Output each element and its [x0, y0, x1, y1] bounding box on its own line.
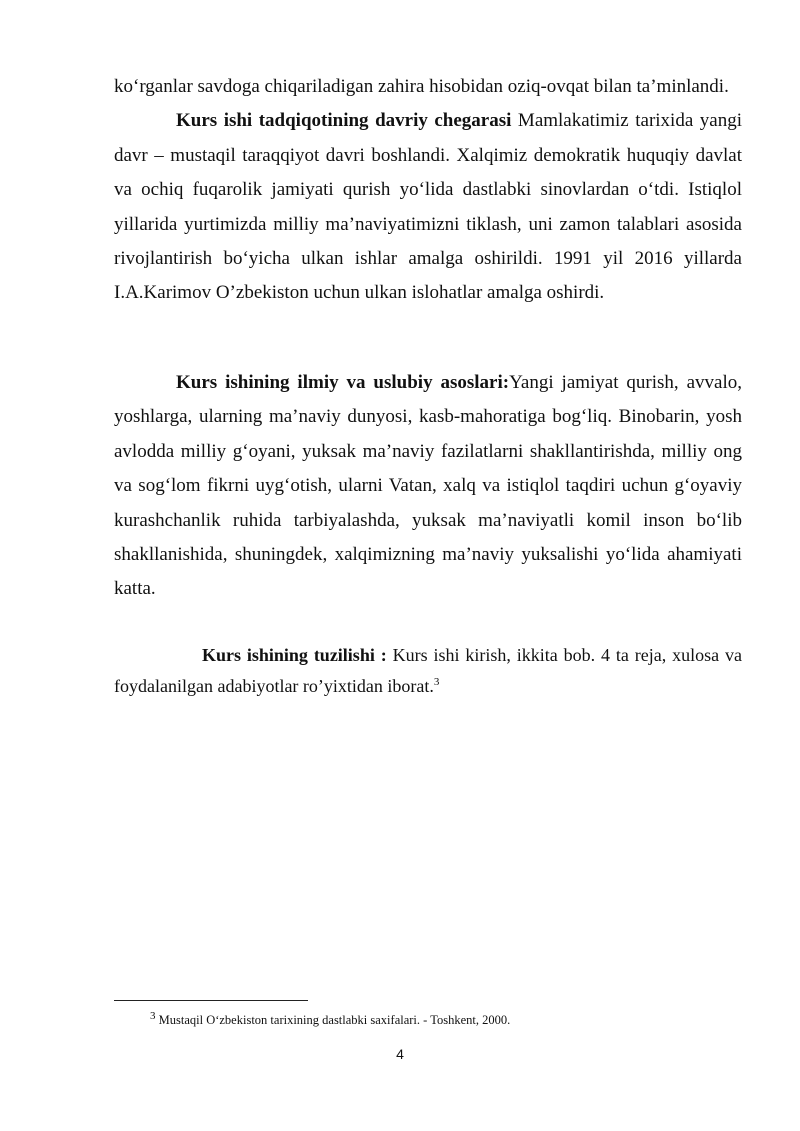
paragraph-period: [114, 104, 742, 310]
body-text-2: [114, 366, 742, 607]
footnote-text: Mustaqil O‘zbekiston tarixining dastlabki saxifalari. - Toshkent, 2000.: [155, 1013, 511, 1027]
page-number: 4: [396, 1046, 404, 1062]
paragraph-text: ko‘rganlar savdoga chiqariladigan zahira hisobidan oziq-ovqat bilan ta’minlandi.: [114, 76, 729, 97]
section-heading: Kurs ishining tuzilishi :: [202, 645, 387, 665]
paragraph-continuation: [114, 70, 742, 104]
footnote-reference[interactable]: 3: [433, 676, 440, 688]
paragraph-methodology: [114, 366, 742, 607]
footnote-marker: 3: [150, 1009, 156, 1022]
footnote-separator: [114, 1000, 308, 1001]
body-text: [114, 70, 742, 311]
footnote: [150, 1009, 511, 1028]
paragraph-text: Yangi jamiyat qurish, avvalo, yoshlarga, ularning ma’naviy dunyosi, kasb-mahoratiga bog‘liq. Binobarin, yosh avlodda milliy g‘oyani, yuksak ma’naviy fazilatlarni shakllantirishda, milliy ong va sog‘lom fikrni uyg‘otish, ularni Vatan, xalq va istiqlol taqdiri uchun g‘oyaviy kurashchanlik ruhida tarbiyalashda, yuksak ma’naviyatli komil inson bo‘lib shakllanishida, shuningdek, xalqimizning ma’naviy yuksalishi yo‘lida ahamiyati katta.: [114, 372, 742, 600]
paragraph-text: Kurs ishi kirish, ikkita bob. 4 ta reja, xulosa va foydalanilgan adabiyotlar ro’yixtidan iborat.: [114, 645, 742, 696]
paragraph-text: Mamlakatimiz tarixida yangi davr – mustaqil taraqqiyot davri boshlandi. Xalqimiz demokratik huquqiy davlat va ochiq fuqarolik jamiyati qurish yo‘lida dastlabki sinovlardan o‘tdi. Istiqlol yillarida yurtimizda milliy ma’naviyatimizni tiklash, uni zamon talablari asosida rivojlantirish bo‘yicha ulkan ishlar amalga oshirildi. 1991 yil 2016 yillarda I.A.Karimov O’zbekiston uchun ulkan islohatlar amalga oshirdi.: [114, 110, 742, 304]
section-heading: Kurs ishi tadqiqotining davriy chegarasi: [176, 110, 512, 132]
paragraph-structure: [114, 640, 742, 702]
section-heading: Kurs ishining ilmiy va uslubiy asoslari:: [176, 372, 510, 393]
body-text-3: [114, 640, 742, 702]
